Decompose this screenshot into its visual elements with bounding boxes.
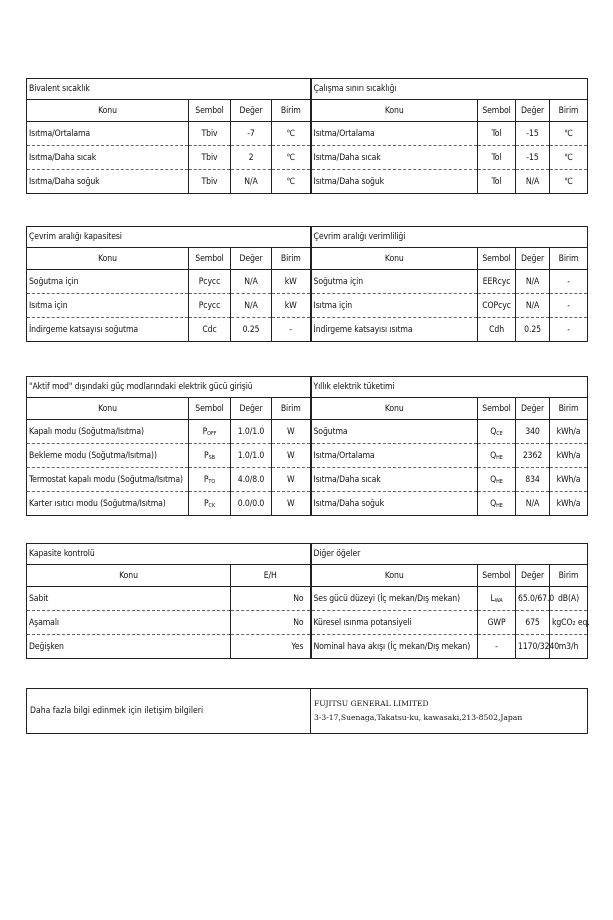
table-row — [27, 635, 588, 659]
col-header-sembol: Sembol — [478, 398, 516, 420]
row-label: Soğutma için — [27, 270, 189, 294]
col-header-konu: Konu — [311, 565, 478, 587]
row-symbol: Tbiv — [189, 122, 231, 146]
col-header-birim: Birim — [550, 398, 588, 420]
row-value: 0.25 — [516, 318, 550, 342]
row-label: Kapalı modu (Soğutma/Isıtma) — [27, 420, 189, 444]
row-value: Yes — [231, 635, 311, 659]
row-symbol: $P_{CK}$ — [189, 492, 231, 516]
row-value: N/A — [231, 270, 272, 294]
contact-info-table — [26, 688, 588, 734]
row-label: Isıtma/Daha sıcak — [311, 146, 478, 170]
row-symbol: $L_{WA}$ — [478, 587, 516, 611]
row-symbol: Tbiv — [189, 170, 231, 194]
row-label: Isıtma için — [27, 294, 189, 318]
row-label: Soğutma için — [311, 270, 478, 294]
row-symbol: $P_{TO}$ — [189, 468, 231, 492]
row-symbol: Cdc — [189, 318, 231, 342]
col-header-deger: Değer — [231, 398, 272, 420]
row-unit: W — [272, 420, 311, 444]
table-row — [27, 170, 588, 194]
table-row — [27, 492, 588, 516]
row-label: Isıtma için — [311, 294, 478, 318]
row-symbol: Tbiv — [189, 146, 231, 170]
row-symbol: $P_{OFF}$ — [189, 420, 231, 444]
other-items-title: Diğer öğeler — [311, 544, 588, 565]
row-value: 0.25 — [231, 318, 272, 342]
row-unit: dB(A) — [550, 587, 588, 611]
row-label: Isıtma/Ortalama — [311, 122, 478, 146]
col-header-sembol: Sembol — [189, 100, 231, 122]
standby-power-title: "Aktif mod" dışındaki güç modlarındaki elektrik gücü girişiü — [27, 377, 311, 398]
row-unit: kWh/a — [550, 468, 588, 492]
row-symbol: Pcycc — [189, 294, 231, 318]
row-symbol: $Q_{CE}$ — [478, 420, 516, 444]
row-value: N/A — [516, 170, 550, 194]
contact-label: Daha fazla bilgi edinmek için iletişim bilgileri — [27, 689, 311, 734]
row-value: No — [231, 587, 311, 611]
row-unit: ℃ — [550, 122, 588, 146]
col-header-sembol: Sembol — [478, 100, 516, 122]
col-header-birim: Birim — [550, 248, 588, 270]
row-unit: kWh/a — [550, 420, 588, 444]
col-header-eh: E/H — [231, 565, 311, 587]
col-header-konu: Konu — [27, 398, 189, 420]
contact-address — [311, 689, 588, 734]
row-label: Isıtma/Ortalama — [311, 444, 478, 468]
row-value: 2362 — [516, 444, 550, 468]
row-value: 1.0/1.0 — [231, 420, 272, 444]
row-symbol: Pcycc — [189, 270, 231, 294]
row-value: 675 — [516, 611, 550, 635]
row-label: Isıtma/Ortalama — [27, 122, 189, 146]
row-value: N/A — [231, 294, 272, 318]
col-header-konu: Konu — [311, 248, 478, 270]
col-header-konu: Konu — [27, 565, 231, 587]
table-row — [27, 294, 588, 318]
row-symbol: COPcyc — [478, 294, 516, 318]
col-header-birim: Birim — [272, 100, 311, 122]
row-unit: ℃ — [272, 122, 311, 146]
row-unit: ℃ — [550, 170, 588, 194]
col-header-deger: Değer — [516, 565, 550, 587]
col-header-deger: Değer — [516, 100, 550, 122]
col-header-deger: Değer — [231, 100, 272, 122]
row-label: Isıtma/Daha sıcak — [311, 468, 478, 492]
col-header-deger: Değer — [516, 398, 550, 420]
table-row — [27, 318, 588, 342]
col-header-sembol: Sembol — [478, 248, 516, 270]
power-consumption-table — [26, 376, 588, 516]
col-header-konu: Konu — [311, 100, 478, 122]
table-row — [27, 611, 588, 635]
row-value: N/A — [516, 492, 550, 516]
row-symbol: $Q_{HE}$ — [478, 444, 516, 468]
row-unit: - — [272, 318, 311, 342]
capacity-control-table — [26, 543, 588, 659]
row-label: Isıtma/Daha soğuk — [311, 492, 478, 516]
row-value: 0.0/0.0 — [231, 492, 272, 516]
bivalent-temperature-table — [26, 78, 588, 194]
row-symbol: EERcyc — [478, 270, 516, 294]
row-unit: ℃ — [272, 146, 311, 170]
row-label: Ses gücü düzeyi (İç mekan/Dış mekan) — [311, 587, 478, 611]
row-unit: W — [272, 468, 311, 492]
row-unit: kW — [272, 270, 311, 294]
row-unit: kWh/a — [550, 492, 588, 516]
row-unit: W — [272, 492, 311, 516]
col-header-deger: Değer — [516, 248, 550, 270]
row-label: Küresel ısınma potansiyeli — [311, 611, 478, 635]
annual-consumption-title: Yıllık elektrik tüketimi — [311, 377, 588, 398]
row-label: Aşamalı — [27, 611, 231, 635]
row-symbol: $P_{SB}$ — [189, 444, 231, 468]
row-label: Karter ısıtıcı modu (Soğutma/Isıtma) — [27, 492, 189, 516]
col-header-sembol: Sembol — [478, 565, 516, 587]
row-unit: W — [272, 444, 311, 468]
cycle-efficiency-title: Çevrim aralığı verimliliği — [311, 227, 588, 248]
row-value: -7 — [231, 122, 272, 146]
company-address: 3-3-17,Suenaga,Takatsu-ku, kawasaki,213-8502,Japan — [314, 713, 523, 722]
col-header-birim: Birim — [272, 248, 311, 270]
row-value: 340 — [516, 420, 550, 444]
row-label: Nominal hava akışı (İç mekan/Dış mekan) — [311, 635, 478, 659]
row-value: 1.0/1.0 — [231, 444, 272, 468]
row-symbol: GWP — [478, 611, 516, 635]
row-label: İndirgeme katsayısı ısıtma — [311, 318, 478, 342]
row-label: İndirgeme katsayısı soğutma — [27, 318, 189, 342]
row-label: Isıtma/Daha soğuk — [27, 170, 189, 194]
row-unit: ℃ — [550, 146, 588, 170]
row-label: Sabit — [27, 587, 231, 611]
row-unit: - — [550, 318, 588, 342]
row-value: N/A — [516, 270, 550, 294]
col-header-birim: Birim — [550, 565, 588, 587]
row-symbol: - — [478, 635, 516, 659]
table-row — [27, 122, 588, 146]
row-label: Soğutma — [311, 420, 478, 444]
col-header-konu: Konu — [27, 100, 189, 122]
col-header-deger: Değer — [231, 248, 272, 270]
row-value: No — [231, 611, 311, 635]
row-value: 65.0/67.0 — [516, 587, 550, 611]
capacity-control-title: Kapasite kontrolü — [27, 544, 311, 565]
row-label: Isıtma/Daha sıcak — [27, 146, 189, 170]
company-name: FUJITSU GENERAL LIMITED — [314, 699, 429, 708]
row-label: Bekleme modu (Soğutma/Isıtma)) — [27, 444, 189, 468]
col-header-birim: Birim — [272, 398, 311, 420]
row-unit: m3/h — [550, 635, 588, 659]
row-value: N/A — [231, 170, 272, 194]
row-value: 2 — [231, 146, 272, 170]
table-row — [27, 420, 588, 444]
row-value: 834 — [516, 468, 550, 492]
cycle-range-table — [26, 226, 588, 342]
col-header-sembol: Sembol — [189, 248, 231, 270]
row-unit: ℃ — [272, 170, 311, 194]
row-label: Termostat kapalı modu (Soğutma/Isıtma) — [27, 468, 189, 492]
table-row — [27, 587, 588, 611]
row-value: 1170/3240 — [516, 635, 550, 659]
row-unit: kW — [272, 294, 311, 318]
row-symbol: $Q_{HE}$ — [478, 492, 516, 516]
row-value: N/A — [516, 294, 550, 318]
cycle-capacity-title: Çevrim aralığı kapasitesi — [27, 227, 311, 248]
row-unit: kWh/a — [550, 444, 588, 468]
row-label: Isıtma/Daha soğuk — [311, 170, 478, 194]
row-value: 4.0/8.0 — [231, 468, 272, 492]
operating-limit-title: Çalışma sınırı sıcaklığı — [311, 79, 588, 100]
col-header-sembol: Sembol — [189, 398, 231, 420]
row-symbol: Tol — [478, 122, 516, 146]
row-value: -15 — [516, 122, 550, 146]
row-value: -15 — [516, 146, 550, 170]
row-symbol: Cdh — [478, 318, 516, 342]
row-unit: - — [550, 294, 588, 318]
col-header-konu: Konu — [311, 398, 478, 420]
col-header-konu: Konu — [27, 248, 189, 270]
table-row — [27, 270, 588, 294]
row-symbol: $Q_{HE}$ — [478, 468, 516, 492]
table-row — [27, 468, 588, 492]
row-symbol: Tol — [478, 146, 516, 170]
row-unit: kgCO₂ eq. — [550, 611, 588, 635]
row-symbol: Tol — [478, 170, 516, 194]
row-unit: - — [550, 270, 588, 294]
table-row — [27, 444, 588, 468]
row-label: Değişken — [27, 635, 231, 659]
bivalent-title: Bivalent sıcaklık — [27, 79, 311, 100]
col-header-birim: Birim — [550, 100, 588, 122]
table-row — [27, 146, 588, 170]
